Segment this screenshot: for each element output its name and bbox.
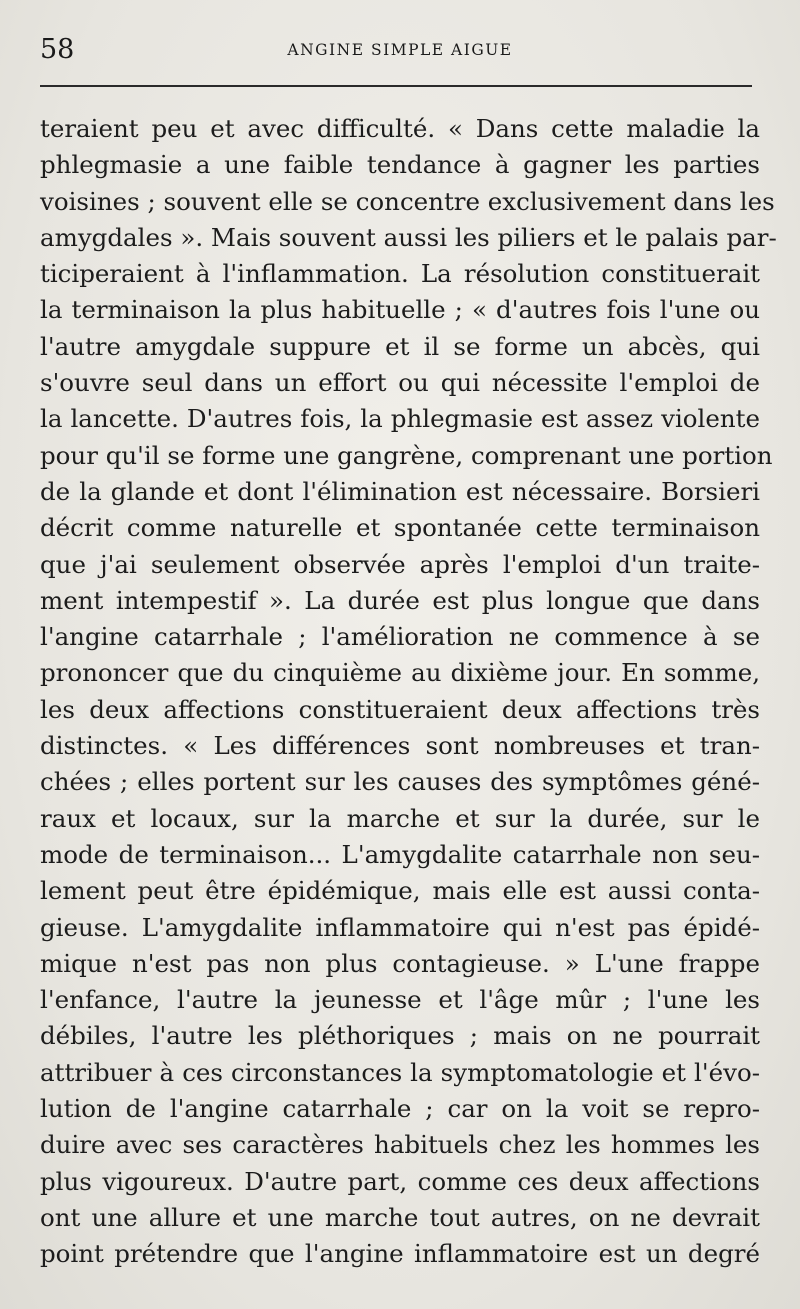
text-line: la terminaison la plus habituelle ; « d'autres fois l'une ou: [40, 295, 760, 325]
text-line: prononcer que du cinquième au dixième jour. En somme,: [40, 658, 760, 688]
text-line: la lancette. D'autres fois, la phlegmasie est assez violente: [40, 404, 760, 434]
text-line: que j'ai seulement observée après l'emploi d'un traite-: [40, 549, 760, 579]
text-line: s'ouvre seul dans un effort ou qui nécessite l'emploi de: [40, 368, 760, 398]
text-line: plus vigoureux. D'autre part, comme ces deux affections: [40, 1166, 760, 1196]
text-line: pour qu'il se forme une gangrène, comprenant une portion: [40, 440, 773, 470]
text-line: mique n'est pas non plus contagieuse. » L'une frappe: [40, 948, 760, 978]
text-line: duire avec ses caractères habituels chez les hommes les: [40, 1130, 760, 1160]
text-line: décrit comme naturelle et spontanée cette terminaison: [40, 513, 760, 543]
page-number: 58: [40, 34, 75, 65]
text-line: débiles, l'autre les pléthoriques ; mais on ne pourrait: [40, 1021, 760, 1051]
text-line: l'angine catarrhale ; l'amélioration ne commence à se: [40, 622, 760, 652]
text-line: ticiperaient à l'inflammation. La résolution constituerait: [40, 259, 760, 289]
text-line: point prétendre que l'angine inflammatoire est un degré: [40, 1239, 760, 1269]
body-text: [40, 111, 777, 1273]
text-line: amygdales ». Mais souvent aussi les piliers et le palais par-: [40, 222, 777, 252]
running-title: ANGINE SIMPLE AIGUE: [287, 41, 513, 59]
text-line: teraient peu et avec difficulté. « Dans cette maladie la: [40, 114, 760, 143]
text-line: l'enfance, l'autre la jeunesse et l'âge mûr ; l'une les: [40, 985, 760, 1015]
text-line: phlegmasie a une faible tendance à gagner les parties: [40, 150, 760, 180]
text-line: ment intempestif ». La durée est plus longue que dans: [40, 585, 760, 615]
text-line: lution de l'angine catarrhale ; car on la voit se repro-: [40, 1094, 760, 1124]
text-line: ont une allure et une marche tout autres, on ne devrait: [40, 1202, 760, 1232]
text-line: l'autre amygdale suppure et il se forme un abcès, qui: [40, 331, 760, 361]
text-line: les deux affections constitueraient deux affections très: [40, 694, 760, 724]
text-line: mode de terminaison... L'amygdalite catarrhale non seu-: [40, 839, 760, 869]
text-line: chées ; elles portent sur les causes des symptômes géné-: [40, 767, 760, 797]
text-line: voisines ; souvent elle se concentre exclusivement dans les: [40, 186, 775, 216]
text-line: raux et locaux, sur la marche et sur la durée, sur le: [40, 803, 760, 833]
text-line: lement peut être épidémique, mais elle est aussi conta-: [40, 876, 760, 906]
text-line: de la glande et dont l'élimination est nécessaire. Borsieri: [40, 476, 760, 506]
text-line: distinctes. « Les différences sont nombreuses et tran-: [40, 731, 760, 761]
text-line: attribuer à ces circonstances la symptomatologie et l'évo-: [40, 1057, 760, 1087]
text-line: gieuse. L'amygdalite inflammatoire qui n'est pas épidé-: [40, 912, 760, 942]
page-header: [40, 30, 760, 70]
header-rule: [40, 85, 752, 87]
